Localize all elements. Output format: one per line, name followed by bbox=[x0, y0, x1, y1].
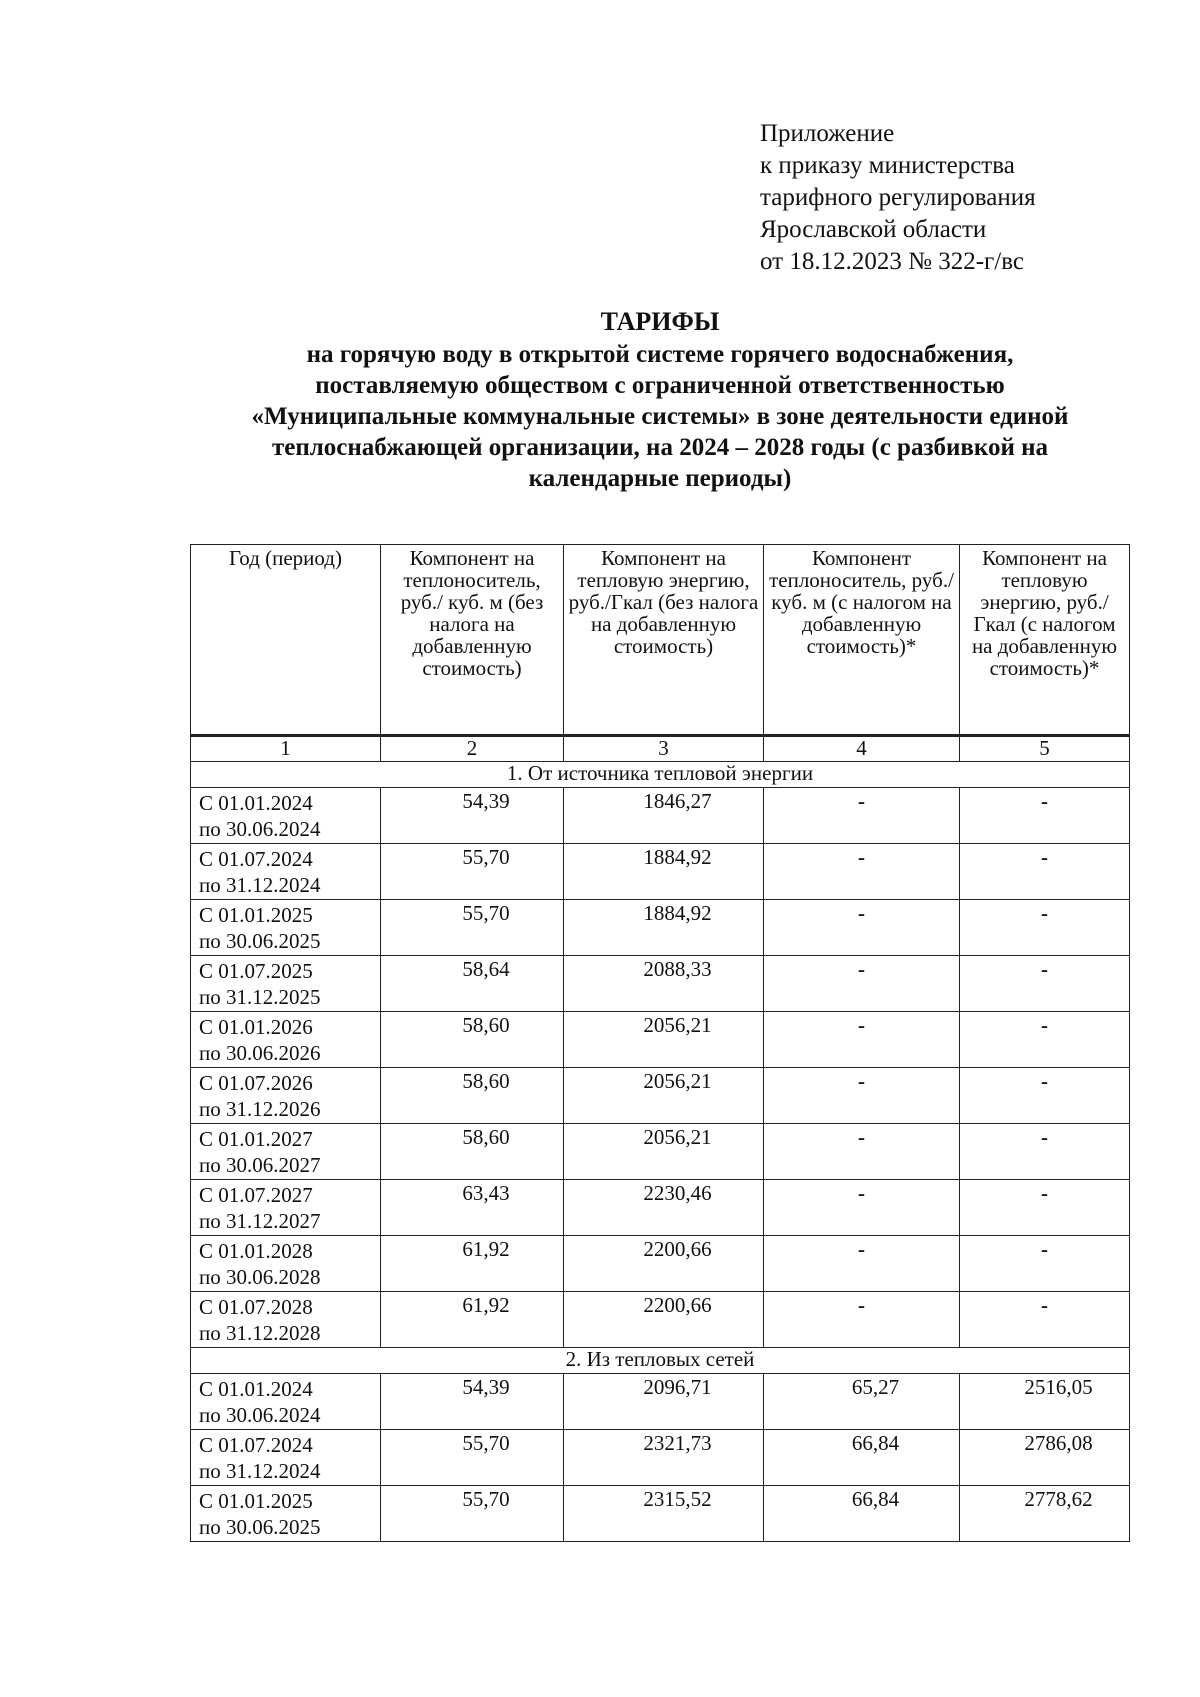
carrier-no-vat-cell bbox=[381, 1124, 564, 1180]
period-to: по 30.06.2024 bbox=[199, 817, 321, 841]
energy-no-vat-cell bbox=[564, 956, 764, 1012]
period-to: по 30.06.2025 bbox=[199, 1515, 321, 1539]
cell-value: 1884,92 bbox=[643, 901, 712, 925]
period-from: С 01.07.2025 bbox=[199, 959, 313, 983]
cell-value: 2056,21 bbox=[643, 1069, 712, 1093]
energy-no-vat-cell bbox=[564, 1236, 764, 1292]
section-title: 1. От источника тепловой энергии bbox=[191, 762, 1130, 788]
period-cell bbox=[191, 1180, 381, 1236]
cell-value: - bbox=[1041, 1013, 1048, 1037]
period-from: С 01.01.2025 bbox=[199, 1489, 313, 1513]
table-header-row bbox=[191, 545, 1130, 736]
period-cell bbox=[191, 1292, 381, 1348]
column-number: 3 bbox=[564, 736, 764, 762]
table-row bbox=[191, 1068, 1130, 1124]
cell-value: 2200,66 bbox=[643, 1237, 712, 1261]
cell-value: - bbox=[858, 1013, 865, 1037]
title-line: теплоснабжающей организации, на 2024 – 2028 годы (с разбивкой на bbox=[271, 434, 1049, 461]
period-from: С 01.07.2027 bbox=[199, 1183, 313, 1207]
period-cell bbox=[191, 788, 381, 844]
carrier-vat-cell bbox=[764, 1068, 960, 1124]
title-line: на горячую воду в открытой системе горячего водоснабжения, bbox=[306, 341, 1014, 368]
carrier-no-vat-cell bbox=[381, 1180, 564, 1236]
appendix-line: Ярославской области bbox=[760, 216, 987, 243]
table-row bbox=[191, 900, 1130, 956]
period-from: С 01.01.2028 bbox=[199, 1239, 313, 1263]
period-to: по 30.06.2026 bbox=[199, 1041, 321, 1065]
energy-vat-cell bbox=[960, 956, 1130, 1012]
cell-value: 65,27 bbox=[851, 1375, 900, 1399]
period-cell bbox=[191, 1124, 381, 1180]
energy-vat-cell bbox=[960, 1180, 1130, 1236]
cell-value: - bbox=[1041, 1069, 1048, 1093]
period-to: по 31.12.2025 bbox=[199, 985, 321, 1009]
table-row bbox=[191, 844, 1130, 900]
column-header-energy-no-vat: Компонент на тепловую энергию, руб./Гкал (без налога на добавленную стоимость) bbox=[564, 545, 764, 736]
energy-vat-cell bbox=[960, 1430, 1130, 1486]
cell-value: - bbox=[858, 1237, 865, 1261]
carrier-vat-cell bbox=[764, 956, 960, 1012]
cell-value: 2088,33 bbox=[643, 957, 712, 981]
carrier-no-vat-cell bbox=[381, 1486, 564, 1542]
column-header-energy-vat: Компонент на тепловую энергию, руб./Гкал (с налогом на добавленную стоимость)* bbox=[960, 545, 1130, 736]
cell-value: 2056,21 bbox=[643, 1125, 712, 1149]
period-cell bbox=[191, 844, 381, 900]
carrier-no-vat-cell bbox=[381, 1068, 564, 1124]
cell-value: 58,60 bbox=[462, 1125, 510, 1149]
cell-value: - bbox=[858, 789, 865, 813]
energy-vat-cell bbox=[960, 1374, 1130, 1430]
carrier-vat-cell bbox=[764, 1180, 960, 1236]
title-main: ТАРИФЫ bbox=[600, 307, 720, 336]
table-row bbox=[191, 1486, 1130, 1542]
energy-vat-cell bbox=[960, 844, 1130, 900]
table-row bbox=[191, 788, 1130, 844]
title-line: «Муниципальные коммунальные системы» в зоне деятельности единой bbox=[251, 403, 1069, 430]
period-from: С 01.07.2024 bbox=[199, 847, 313, 871]
cell-value: 1846,27 bbox=[643, 789, 712, 813]
carrier-no-vat-cell bbox=[381, 844, 564, 900]
period-from: С 01.07.2028 bbox=[199, 1295, 313, 1319]
period-to: по 30.06.2028 bbox=[199, 1265, 321, 1289]
column-number-row bbox=[191, 736, 1130, 762]
cell-value: 2786,08 bbox=[1024, 1431, 1093, 1455]
tariffs-table bbox=[190, 544, 1130, 1542]
period-cell bbox=[191, 1068, 381, 1124]
carrier-no-vat-cell bbox=[381, 1292, 564, 1348]
section-row bbox=[191, 762, 1130, 788]
cell-value: 58,64 bbox=[462, 957, 510, 981]
cell-value: 2056,21 bbox=[643, 1013, 712, 1037]
appendix-line: к приказу министерства bbox=[760, 152, 1015, 179]
table-row bbox=[191, 1180, 1130, 1236]
energy-no-vat-cell bbox=[564, 1012, 764, 1068]
cell-value: - bbox=[1041, 845, 1048, 869]
cell-value: - bbox=[1041, 1181, 1048, 1205]
period-cell bbox=[191, 1012, 381, 1068]
cell-value: - bbox=[1041, 957, 1048, 981]
cell-value: 2315,52 bbox=[643, 1487, 712, 1511]
carrier-no-vat-cell bbox=[381, 1430, 564, 1486]
energy-no-vat-cell bbox=[564, 1068, 764, 1124]
energy-no-vat-cell bbox=[564, 1292, 764, 1348]
cell-value: 1884,92 bbox=[643, 845, 712, 869]
carrier-no-vat-cell bbox=[381, 1374, 564, 1430]
cell-value: 2321,73 bbox=[643, 1431, 712, 1455]
cell-value: 55,70 bbox=[462, 901, 510, 925]
energy-vat-cell bbox=[960, 1012, 1130, 1068]
carrier-vat-cell bbox=[764, 1486, 960, 1542]
energy-vat-cell bbox=[960, 1068, 1130, 1124]
period-to: по 30.06.2025 bbox=[199, 929, 321, 953]
column-number: 1 bbox=[191, 736, 381, 762]
cell-value: 66,84 bbox=[851, 1431, 900, 1455]
carrier-vat-cell bbox=[764, 1236, 960, 1292]
energy-no-vat-cell bbox=[564, 1180, 764, 1236]
title-line: поставляемую обществом с ограниченной ответственностью bbox=[315, 372, 1005, 399]
period-from: С 01.01.2024 bbox=[199, 1377, 313, 1401]
cell-value: 2096,71 bbox=[643, 1375, 712, 1399]
table-row bbox=[191, 1124, 1130, 1180]
cell-value: - bbox=[1041, 1125, 1048, 1149]
energy-no-vat-cell bbox=[564, 1486, 764, 1542]
cell-value: 58,60 bbox=[462, 1013, 510, 1037]
period-to: по 31.12.2027 bbox=[199, 1209, 321, 1233]
cell-value: 2200,66 bbox=[643, 1293, 712, 1317]
carrier-vat-cell bbox=[764, 1374, 960, 1430]
cell-value: 54,39 bbox=[462, 1375, 510, 1399]
cell-value: - bbox=[1041, 901, 1048, 925]
energy-vat-cell bbox=[960, 900, 1130, 956]
carrier-vat-cell bbox=[764, 1430, 960, 1486]
cell-value: - bbox=[1041, 1237, 1048, 1261]
energy-vat-cell bbox=[960, 1236, 1130, 1292]
cell-value: 54,39 bbox=[462, 789, 510, 813]
carrier-no-vat-cell bbox=[381, 956, 564, 1012]
cell-value: - bbox=[858, 1293, 865, 1317]
period-to: по 31.12.2026 bbox=[199, 1097, 321, 1121]
carrier-no-vat-cell bbox=[381, 1012, 564, 1068]
column-number: 5 bbox=[960, 736, 1130, 762]
period-cell bbox=[191, 900, 381, 956]
period-to: по 30.06.2027 bbox=[199, 1153, 321, 1177]
title-line: календарные периоды) bbox=[528, 465, 792, 492]
appendix-line: Приложение bbox=[760, 120, 895, 147]
cell-value: - bbox=[1041, 1293, 1048, 1317]
cell-value: 61,92 bbox=[462, 1237, 510, 1261]
carrier-vat-cell bbox=[764, 788, 960, 844]
cell-value: 63,43 bbox=[462, 1181, 510, 1205]
table-row bbox=[191, 1292, 1130, 1348]
period-from: С 01.01.2024 bbox=[199, 791, 313, 815]
cell-value: 66,84 bbox=[851, 1487, 900, 1511]
carrier-vat-cell bbox=[764, 1012, 960, 1068]
period-to: по 30.06.2024 bbox=[199, 1403, 321, 1427]
document-title bbox=[180, 306, 1140, 494]
period-cell bbox=[191, 1374, 381, 1430]
table-row bbox=[191, 1374, 1130, 1430]
carrier-no-vat-cell bbox=[381, 1236, 564, 1292]
cell-value: 55,70 bbox=[462, 1487, 510, 1511]
period-to: по 31.12.2024 bbox=[199, 1459, 321, 1483]
table-row bbox=[191, 1012, 1130, 1068]
column-header-carrier-vat: Компонент теплоноситель, руб./ куб. м (с налогом на добавленную стоимость)* bbox=[764, 545, 960, 736]
energy-no-vat-cell bbox=[564, 844, 764, 900]
cell-value: - bbox=[1041, 789, 1048, 813]
energy-no-vat-cell bbox=[564, 1124, 764, 1180]
period-cell bbox=[191, 1430, 381, 1486]
period-cell bbox=[191, 1486, 381, 1542]
energy-vat-cell bbox=[960, 1486, 1130, 1542]
period-from: С 01.01.2026 bbox=[199, 1015, 313, 1039]
period-to: по 31.12.2024 bbox=[199, 873, 321, 897]
cell-value: - bbox=[858, 901, 865, 925]
table-row bbox=[191, 1430, 1130, 1486]
energy-vat-cell bbox=[960, 1124, 1130, 1180]
cell-value: 2230,46 bbox=[643, 1181, 712, 1205]
column-number: 2 bbox=[381, 736, 564, 762]
cell-value: - bbox=[858, 1125, 865, 1149]
cell-value: - bbox=[858, 845, 865, 869]
table-row bbox=[191, 1236, 1130, 1292]
cell-value: 55,70 bbox=[462, 1431, 510, 1455]
section-row bbox=[191, 1348, 1130, 1374]
cell-value: 58,60 bbox=[462, 1069, 510, 1093]
cell-value: 2778,62 bbox=[1024, 1487, 1093, 1511]
period-cell bbox=[191, 1236, 381, 1292]
energy-vat-cell bbox=[960, 788, 1130, 844]
column-number: 4 bbox=[764, 736, 960, 762]
appendix-line: тарифного регулирования bbox=[760, 184, 1036, 211]
section-title: 2. Из тепловых сетей bbox=[191, 1348, 1130, 1374]
period-cell bbox=[191, 956, 381, 1012]
energy-no-vat-cell bbox=[564, 788, 764, 844]
energy-vat-cell bbox=[960, 1292, 1130, 1348]
carrier-vat-cell bbox=[764, 900, 960, 956]
period-from: С 01.07.2024 bbox=[199, 1433, 313, 1457]
period-from: С 01.01.2025 bbox=[199, 903, 313, 927]
period-from: С 01.01.2027 bbox=[199, 1127, 313, 1151]
appendix-line: от 18.12.2023 № 322-г/вс bbox=[760, 248, 1024, 275]
period-from: С 01.07.2026 bbox=[199, 1071, 313, 1095]
energy-no-vat-cell bbox=[564, 1430, 764, 1486]
column-header-period: Год (период) bbox=[191, 545, 381, 736]
energy-no-vat-cell bbox=[564, 900, 764, 956]
carrier-vat-cell bbox=[764, 844, 960, 900]
table-row bbox=[191, 956, 1130, 1012]
period-to: по 31.12.2028 bbox=[199, 1321, 321, 1345]
carrier-vat-cell bbox=[764, 1292, 960, 1348]
carrier-no-vat-cell bbox=[381, 788, 564, 844]
cell-value: - bbox=[858, 1069, 865, 1093]
energy-no-vat-cell bbox=[564, 1374, 764, 1430]
cell-value: 2516,05 bbox=[1024, 1375, 1093, 1399]
appendix-note bbox=[760, 118, 1036, 278]
carrier-no-vat-cell bbox=[381, 900, 564, 956]
column-header-carrier-no-vat: Компонент на теплоноситель, руб./ куб. м (без налога на добавленную стоимость) bbox=[381, 545, 564, 736]
cell-value: - bbox=[858, 1181, 865, 1205]
cell-value: - bbox=[858, 957, 865, 981]
cell-value: 61,92 bbox=[462, 1293, 510, 1317]
carrier-vat-cell bbox=[764, 1124, 960, 1180]
cell-value: 55,70 bbox=[462, 845, 510, 869]
